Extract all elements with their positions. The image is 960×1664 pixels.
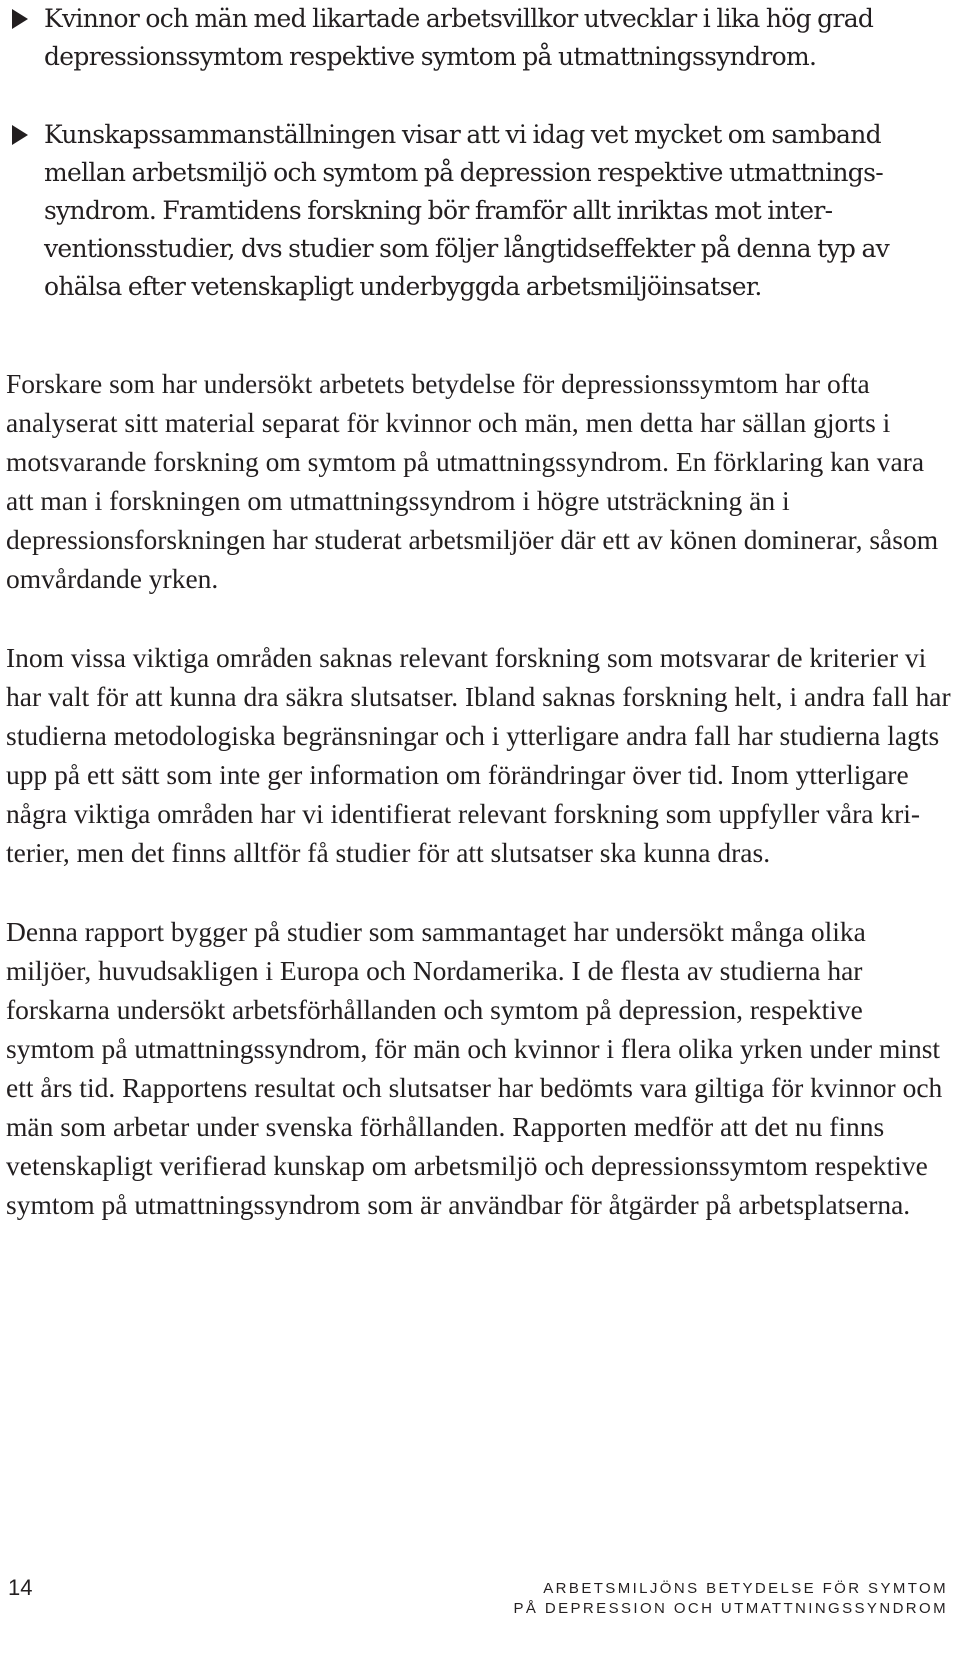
page-number: 14 bbox=[8, 1575, 33, 1600]
triangle-bullet-icon bbox=[12, 125, 28, 145]
running-title bbox=[514, 1579, 948, 1619]
bullet-text: Kvinnor och män med likartade arbetsvillkor utvecklar i lika hög grad depressionssymtom respektive symtom på utmattningssyndrom. bbox=[44, 4, 874, 71]
bullet-text: Kunskapssammanställningen visar att vi idag vet mycket om samband mellan arbetsmiljö och symtom på depression respektive utmattningssyndrom. Framtidens forskning bör framför allt inriktas mot interventionsstudier, dvs studier som följer långtidseffekter på denna typ av ohälsa efter vetenskapligt underbyggda arbetsmiljöinsatser. bbox=[44, 120, 890, 301]
paragraph: Inom vissa viktiga områden saknas relevant forskning som motsvarar de kriterier vi har valt för att kunna dra säkra slutsatser. Ibland saknas forskning helt, i andra fall har studierna metodologiska begränsningar och i ytterligare andra fall har studierna lagts upp på ett sätt som inte ger information om förändringar över tid. Inom ytterligare några viktiga områden har vi identifierat relevant forskning som uppfyller våra kriterier, men det finns alltför få studier för att slutsatser ska kunna dras. bbox=[6, 642, 951, 868]
paragraph: Forskare som har undersökt arbetets betydelse för depressionssymtom har ofta analyserat sitt material separat för kvinnor och män, men detta har sällan gjorts i motsvarande forskning om symtom på utmattningssyndrom. En förklaring kan vara att man i forskningen om utmattningssyndrom i högre utsträckning än i depressionsforskningen har studerat arbetsmiljöer där ett av könen dominerar, såsom omvårdande yrken. bbox=[6, 368, 939, 594]
body-text bbox=[6, 364, 954, 1224]
bullet-item bbox=[0, 0, 960, 76]
bullet-list bbox=[0, 0, 960, 306]
paragraph: Denna rapport bygger på studier som sammantaget har undersökt många olika miljöer, huvudsakligen i Europa och Nordamerika. I de flesta av studierna har forskarna undersökt arbetsförhållanden och symtom på depression, respektive symtom på utmattningssyndrom, för män och kvinnor i flera olika yrken under minst ett års tid. Rapportens resultat och slutsatser har bedömts vara giltiga för kvinnor och män som arbetar under svenska förhållanden. Rapporten medför att det nu finns vetenskapligt verifierad kunskap om arbetsmiljö och depressionssymtom respektive symtom på utmattningssyndrom som är användbar för åtgärder på arbetsplatserna. bbox=[6, 916, 943, 1220]
running-title-line: PÅ DEPRESSION OCH UTMATTNINGSSYNDROM bbox=[513, 1600, 948, 1617]
triangle-bullet-icon bbox=[12, 9, 28, 29]
running-title-line: ARBETSMILJÖNS BETYDELSE FÖR SYMTOM bbox=[543, 1580, 948, 1597]
bullet-item bbox=[0, 116, 960, 306]
